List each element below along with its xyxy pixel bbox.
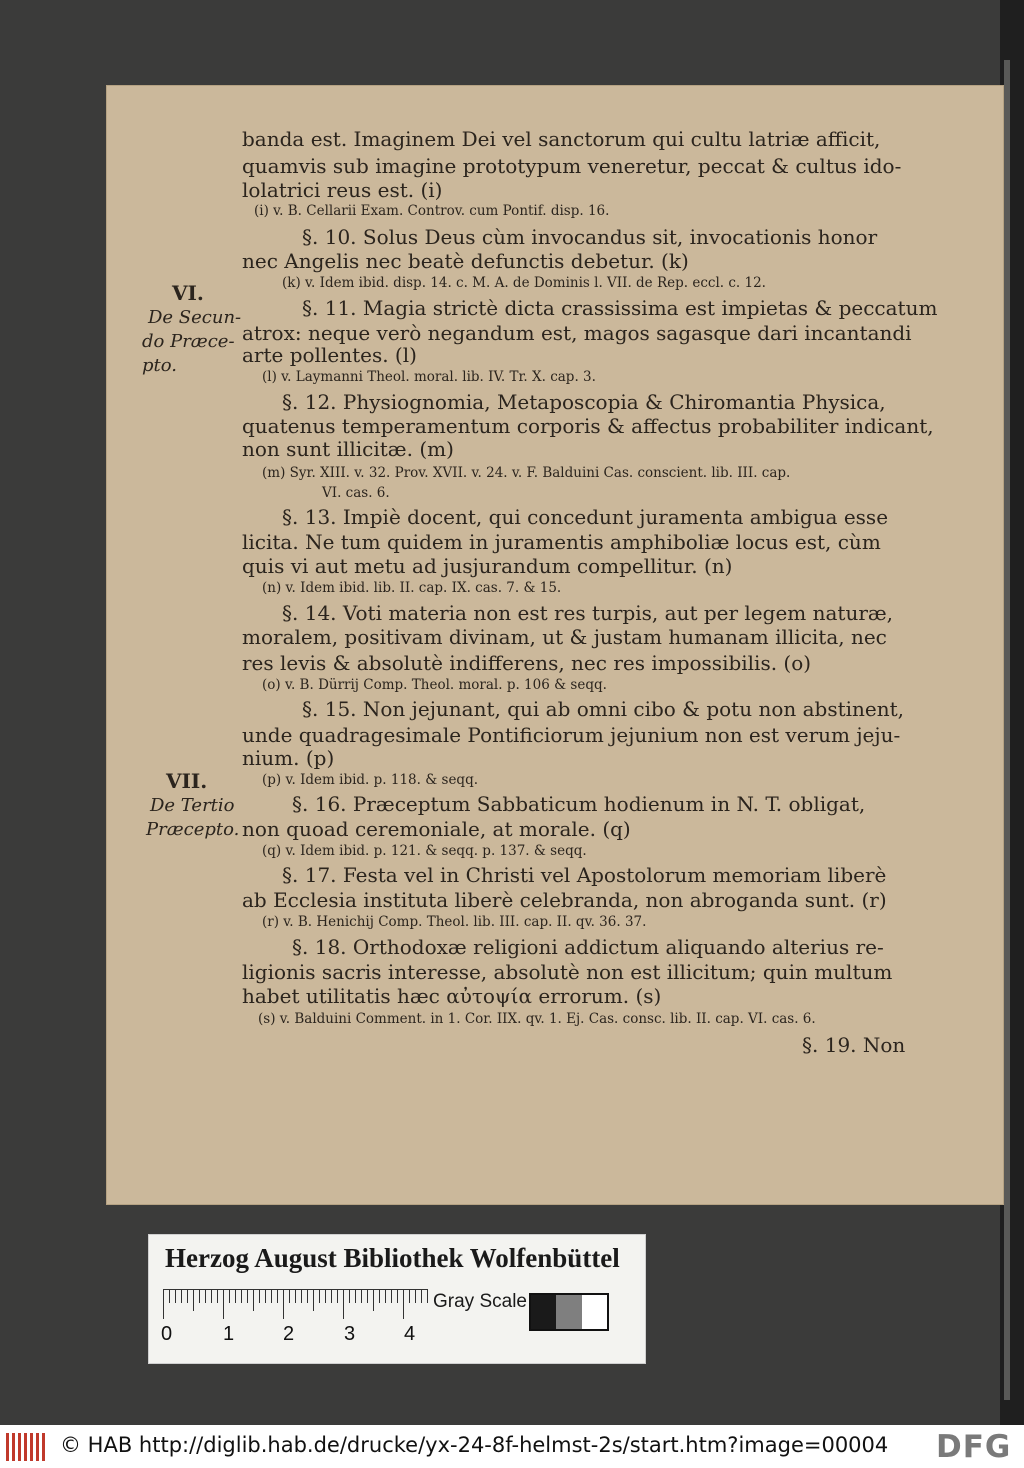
ruler-tick xyxy=(427,1289,428,1303)
footnote: (q) v. Idem ibid. p. 121. & seqq. p. 137. & seqq. xyxy=(262,843,587,859)
ruler-tick xyxy=(271,1289,272,1303)
text-line: arte pollentes. (l) xyxy=(242,343,417,367)
ruler-tick xyxy=(205,1289,206,1303)
ruler-tick xyxy=(283,1289,284,1319)
ruler-tick xyxy=(367,1289,368,1303)
ruler-tick xyxy=(289,1289,290,1303)
text-line: res levis & absolutè indifferens, nec res impossibilis. (o) xyxy=(242,651,812,675)
dfg-logo: DFG xyxy=(936,1429,1012,1465)
footer-bar xyxy=(0,1425,1024,1468)
book-edge-highlight xyxy=(1004,60,1010,1400)
ruler-tick xyxy=(379,1289,380,1303)
ruler-tick xyxy=(295,1289,296,1303)
ruler-tick xyxy=(385,1289,386,1303)
ruler-tick xyxy=(181,1289,182,1303)
ruler-tick xyxy=(235,1289,236,1303)
gray-swatch-white xyxy=(582,1295,607,1329)
ruler-tick xyxy=(199,1289,200,1303)
text-line: non sunt illicitæ. (m) xyxy=(242,437,454,461)
ruler-tick xyxy=(337,1289,338,1303)
ruler-tick xyxy=(223,1289,224,1319)
ruler-tick xyxy=(373,1289,374,1311)
text-line: quatenus temperamentum corporis & affectus probabiliter indicant, xyxy=(242,414,934,438)
footnote: (s) v. Balduini Comment. in 1. Cor. IIX. qv. 1. Ej. Cas. consc. lib. II. cap. VI. cas. 6. xyxy=(258,1011,816,1027)
ruler-tick xyxy=(187,1289,188,1303)
library-color-card xyxy=(148,1234,646,1364)
paragraph-start: §. 15. Non jejunant, qui ab omni cibo & potu non abstinent, xyxy=(302,697,905,721)
footnote: (p) v. Idem ibid. p. 118. & seqq. xyxy=(262,772,479,788)
margin-number-vi: VI. xyxy=(172,281,204,305)
footnote: (l) v. Laymanni Theol. moral. lib. IV. Tr. X. cap. 3. xyxy=(262,369,596,385)
text-line: nec Angelis nec beatè defunctis debetur. (k) xyxy=(242,249,689,273)
footnote-continuation: VI. cas. 6. xyxy=(322,485,390,501)
ruler-number: 4 xyxy=(404,1323,416,1345)
ruler-tick xyxy=(421,1289,422,1303)
ruler-tick xyxy=(325,1289,326,1303)
ruler-number: 0 xyxy=(161,1323,173,1345)
ruler-tick xyxy=(361,1289,362,1303)
ruler-tick xyxy=(397,1289,398,1303)
text-line: quamvis sub imagine prototypum veneretur, peccat & cultus ido- xyxy=(242,154,902,178)
catchword: §. 19. Non xyxy=(802,1033,906,1057)
gray-scale-label: Gray Scale xyxy=(433,1291,527,1312)
paragraph-start: §. 11. Magia strictè dicta crassissima est impietas & peccatum xyxy=(302,296,938,320)
ruler-tick xyxy=(193,1289,194,1311)
footnote: (o) v. B. Dürrij Comp. Theol. moral. p. 106 & seqq. xyxy=(262,677,607,693)
margin-note: do Præce- xyxy=(142,331,235,352)
ruler-tick xyxy=(349,1289,350,1303)
text-line: nium. (p) xyxy=(242,746,335,770)
text-line: ligionis sacris interesse, absolutè non est illicitum; quin multum xyxy=(242,960,893,984)
ruler-tick xyxy=(169,1289,170,1303)
ruler-tick xyxy=(313,1289,314,1311)
ruler-tick xyxy=(253,1289,254,1311)
ruler-number: 2 xyxy=(283,1323,295,1345)
ruler-tick xyxy=(217,1289,218,1303)
footnote: (n) v. Idem ibid. lib. II. cap. IX. cas. 7. & 15. xyxy=(262,580,562,596)
ruler-tick xyxy=(241,1289,242,1303)
text-line: habet utilitatis hæc αὐτοψία errorum. (s) xyxy=(242,984,662,1008)
gray-scale-swatches xyxy=(529,1293,609,1331)
text-line: ab Ecclesia instituta liberè celebranda, non abroganda sunt. (r) xyxy=(242,888,887,912)
ruler-tick xyxy=(247,1289,248,1303)
text-line: banda est. Imaginem Dei vel sanctorum qui cultu latriæ afficit, xyxy=(242,127,881,151)
ruler-tick xyxy=(403,1289,404,1319)
ruler-tick xyxy=(301,1289,302,1303)
footnote: (k) v. Idem ibid. disp. 14. c. M. A. de Dominis l. VII. de Rep. eccl. c. 12. xyxy=(282,275,766,291)
ruler-tick xyxy=(175,1289,176,1303)
ruler-tick xyxy=(391,1289,392,1303)
text-line: moralem, positivam divinam, ut & justam humanam illicita, nec xyxy=(242,625,887,649)
library-title: Herzog August Bibliothek Wolfenbüttel xyxy=(165,1243,620,1273)
text-line: licita. Ne tum quidem in juramentis amphiboliæ locus est, cùm xyxy=(242,530,881,554)
paragraph-start: §. 14. Voti materia non est res turpis, aut per legem naturæ, xyxy=(282,601,894,625)
ruler-tick xyxy=(343,1289,344,1319)
footnote: (r) v. B. Henichij Comp. Theol. lib. III. cap. II. qv. 36. 37. xyxy=(262,914,647,930)
hab-logo-icon xyxy=(6,1433,46,1461)
paragraph-start: §. 16. Præceptum Sabbaticum hodienum in N. T. obligat, xyxy=(292,792,866,816)
book-page xyxy=(106,85,1004,1205)
ruler-tick xyxy=(163,1289,164,1319)
gray-swatch-mid xyxy=(556,1295,581,1329)
footnote: (i) v. B. Cellarii Exam. Controv. cum Pontif. disp. 16. xyxy=(254,203,610,219)
paragraph-start: §. 18. Orthodoxæ religioni addictum aliquando alterius re- xyxy=(292,935,884,959)
paragraph-start: §. 13. Impiè docent, qui concedunt juramenta ambigua esse xyxy=(282,505,889,529)
ruler-tick xyxy=(319,1289,320,1303)
paragraph-start: §. 12. Physiognomia, Metaposcopia & Chiromantia Physica, xyxy=(282,390,886,414)
ruler-number: 3 xyxy=(344,1323,356,1345)
text-line: unde quadragesimale Pontificiorum jejunium non est verum jeju- xyxy=(242,723,901,747)
text-line: quis vi aut metu ad jusjurandum compellitur. (n) xyxy=(242,554,733,578)
paragraph-start: §. 17. Festa vel in Christi vel Apostolorum memoriam liberè xyxy=(282,863,887,887)
footnote: (m) Syr. XIII. v. 32. Prov. XVII. v. 24. v. F. Balduini Cas. conscient. lib. III. cap. xyxy=(262,465,791,481)
text-line: lolatrici reus est. (i) xyxy=(242,178,443,202)
ruler-tick xyxy=(415,1289,416,1303)
ruler-tick xyxy=(355,1289,356,1303)
ruler-tick xyxy=(265,1289,266,1303)
footer-url-link[interactable]: © HAB http://diglib.hab.de/drucke/yx-24-8f-helmst-2s/start.htm?image=00004 xyxy=(60,1433,889,1457)
ruler-tick xyxy=(331,1289,332,1303)
paragraph-start: §. 10. Solus Deus cùm invocandus sit, invocationis honor xyxy=(302,225,878,249)
margin-note: De Secun- xyxy=(148,307,242,328)
ruler-number: 1 xyxy=(223,1323,235,1345)
margin-note: Præcepto. xyxy=(146,819,240,840)
ruler-tick xyxy=(229,1289,230,1303)
ruler-tick xyxy=(259,1289,260,1303)
margin-note: pto. xyxy=(142,355,177,376)
margin-note: De Tertio xyxy=(150,795,235,816)
ruler-tick xyxy=(409,1289,410,1303)
ruler-tick xyxy=(277,1289,278,1303)
ruler-tick xyxy=(307,1289,308,1303)
margin-number-vii: VII. xyxy=(166,769,208,793)
gray-swatch-black xyxy=(531,1295,556,1329)
text-line: atrox: neque verò negandum est, magos sagasque dari incantandi xyxy=(242,321,912,345)
text-line: non quoad ceremoniale, at morale. (q) xyxy=(242,817,631,841)
ruler-tick xyxy=(211,1289,212,1303)
